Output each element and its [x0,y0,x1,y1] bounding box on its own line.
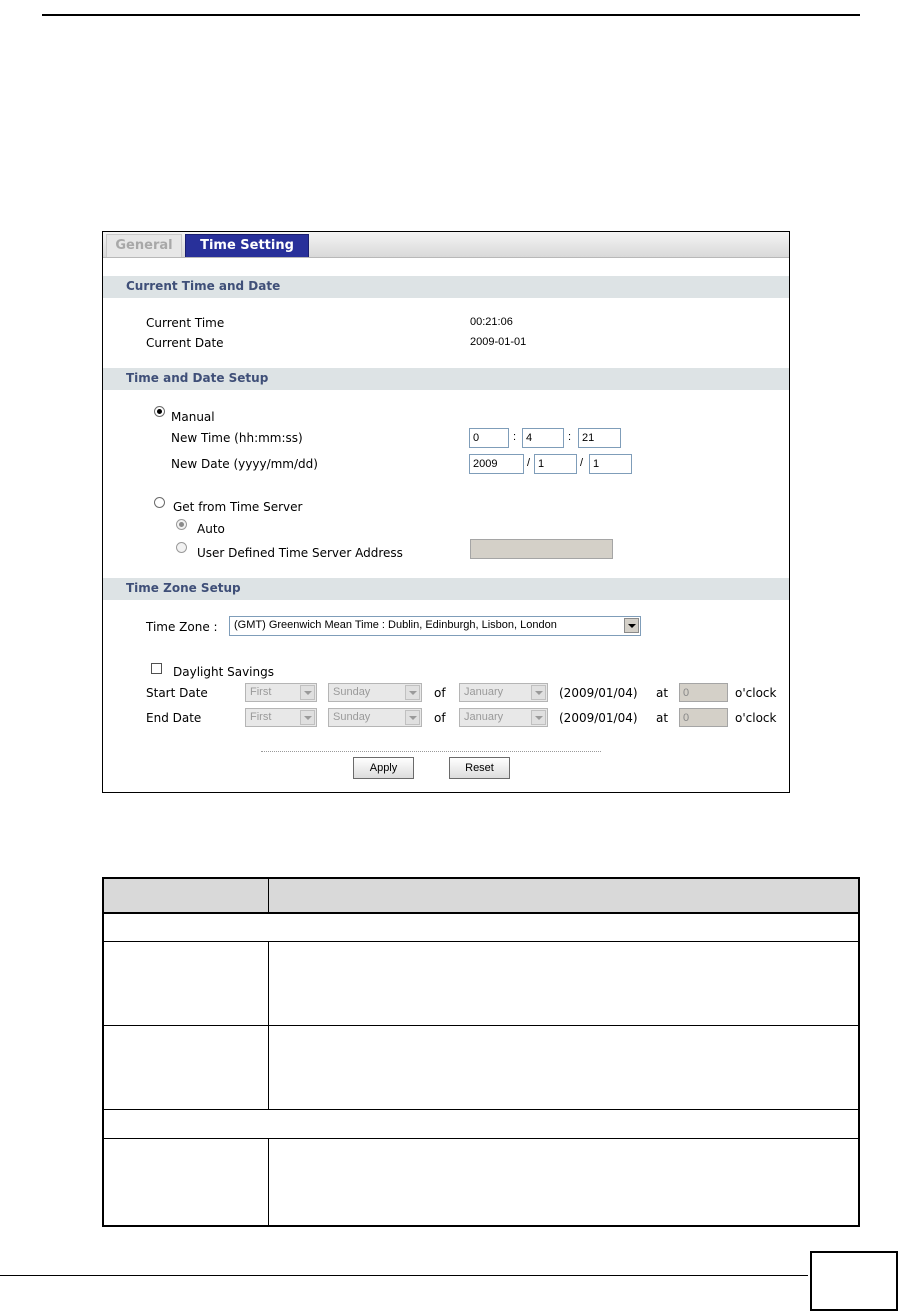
daylight-savings-checkbox[interactable] [151,663,162,674]
start-weekday-value: Sunday [333,686,371,698]
auto-radio[interactable] [176,519,187,530]
start-date-text: (2009/01/04) [559,686,638,700]
description-table [102,877,860,1227]
tab-general[interactable]: General [106,234,182,257]
row-divider [104,1109,858,1110]
end-month-value: January [464,711,504,723]
row-divider [104,1025,858,1026]
second-input[interactable] [578,428,621,448]
oclock-label: o'clock [735,686,777,700]
column-divider [268,942,269,1026]
start-week-select[interactable] [245,683,317,702]
year-input[interactable] [469,454,524,474]
date-separator: / [527,457,531,469]
chevron-down-icon [531,710,546,725]
table-header-row [104,879,858,914]
column-divider [268,879,269,912]
time-separator: : [568,431,572,443]
chevron-down-icon [624,618,639,633]
section-time-date-setup [103,368,789,390]
current-time-value: 00:21:06 [470,316,513,328]
chevron-down-icon [300,685,315,700]
start-date-label: Start Date [146,686,208,700]
chevron-down-icon [531,685,546,700]
start-month-select[interactable] [459,683,548,702]
divider [261,751,601,752]
page-number-box [810,1251,898,1311]
date-separator: / [580,457,584,469]
time-setting-screen [102,231,790,793]
time-zone-select[interactable] [229,616,641,636]
end-date-label: End Date [146,711,202,725]
apply-button[interactable]: Apply [353,757,414,779]
reset-button[interactable]: Reset [449,757,510,779]
time-zone-label: Time Zone : [146,620,218,634]
end-date-text: (2009/01/04) [559,711,638,725]
section-title: Current Time and Date [126,279,281,293]
time-separator: : [513,431,517,443]
end-weekday-select[interactable] [328,708,422,727]
section-current-time [103,276,789,298]
end-week-value: First [250,711,272,723]
at-label: at [656,686,669,700]
manual-radio[interactable] [154,406,165,417]
start-weekday-select[interactable] [328,683,422,702]
time-server-radio[interactable] [154,497,165,508]
column-divider [268,1139,269,1225]
new-time-label: New Time (hh:mm:ss) [171,431,303,445]
current-time-label: Current Time [146,316,225,330]
end-month-select[interactable] [459,708,548,727]
start-week-value: First [250,686,272,698]
oclock-label: o'clock [735,711,777,725]
user-defined-label: User Defined Time Server Address [197,546,403,560]
minute-input[interactable] [522,428,564,448]
time-server-label: Get from Time Server [173,500,303,514]
footer-rule [0,1275,808,1276]
chevron-down-icon [405,685,420,700]
hour-input[interactable] [469,428,509,448]
new-date-label: New Date (yyyy/mm/dd) [171,457,318,471]
time-zone-value: (GMT) Greenwich Mean Time : Dublin, Edinburgh, Lisbon, London [234,619,557,631]
section-title: Time and Date Setup [126,371,269,385]
current-date-value: 2009-01-01 [470,336,527,348]
current-date-label: Current Date [146,336,224,350]
row-divider [104,941,858,942]
at-label: at [656,711,669,725]
section-time-zone-setup [103,578,789,600]
server-address-input[interactable] [470,539,613,559]
month-input[interactable] [534,454,577,474]
tab-bar [103,232,789,258]
section-title: Time Zone Setup [126,581,241,595]
row-divider [104,1138,858,1139]
start-hour-input[interactable] [679,683,728,702]
manual-label: Manual [171,410,215,424]
of-label: of [434,686,446,700]
day-input[interactable] [589,454,632,474]
chevron-down-icon [405,710,420,725]
end-week-select[interactable] [245,708,317,727]
header-rule [42,14,860,16]
end-weekday-value: Sunday [333,711,371,723]
auto-label: Auto [197,522,225,536]
column-divider [268,1026,269,1110]
tab-time-setting[interactable]: Time Setting [185,234,309,257]
of-label: of [434,711,446,725]
end-hour-input[interactable] [679,708,728,727]
user-defined-radio[interactable] [176,542,187,553]
start-month-value: January [464,686,504,698]
daylight-savings-label: Daylight Savings [173,665,274,679]
chevron-down-icon [300,710,315,725]
